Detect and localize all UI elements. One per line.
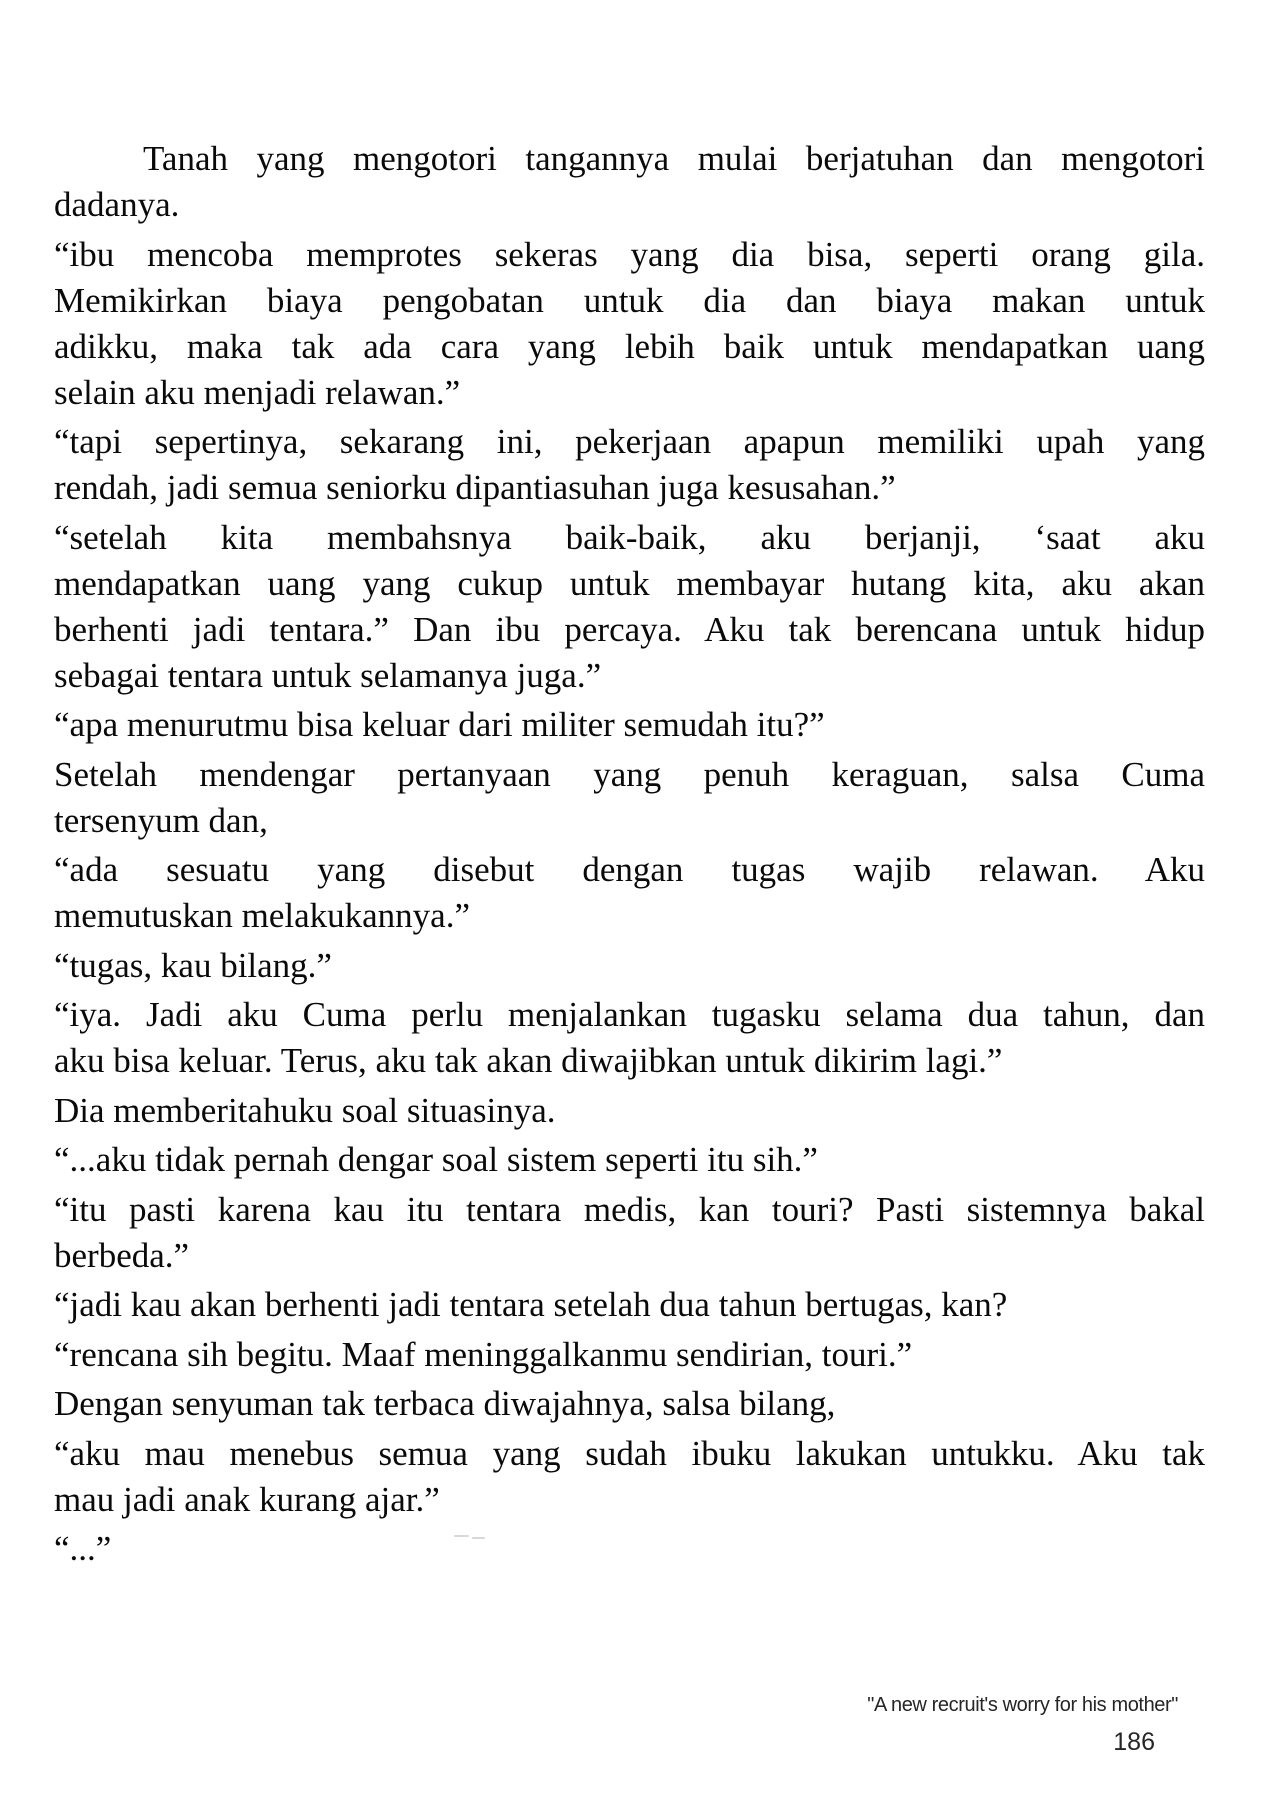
print-smudge-artifact (452, 1534, 490, 1542)
paragraph (54, 847, 1205, 939)
text-line: Setelah mendengar pertanyaan yang penuh keraguan, salsa Cuma (54, 754, 1205, 794)
text-line: tersenyum dan, (54, 800, 268, 840)
text-line: “jadi kau akan berhenti jadi tentara setelah dua tahun bertugas, kan? (54, 1285, 1008, 1324)
text-line: “ada sesuatu yang disebut dengan tugas wajib relawan. Aku (54, 850, 1205, 889)
text-line: rendah, jadi semua seniorku dipantiasuhan juga kesusahan.” (54, 468, 896, 507)
text-line: “aku mau menebus semua yang sudah ibuku lakukan untukku. Aku tak (54, 1433, 1205, 1473)
paragraph (54, 1187, 1205, 1279)
text-line: aku bisa keluar. Terus, aku tak akan diwajibkan untuk dikirim lagi.” (54, 1041, 1003, 1080)
text-line: Dengan senyuman tak terbaca diwajahnya, salsa bilang, (54, 1384, 836, 1423)
paragraph (54, 419, 1205, 511)
text-line: memutuskan melakukannya.” (54, 896, 470, 935)
paragraph (54, 1088, 1205, 1134)
paragraph (54, 1526, 1205, 1572)
text-line: berhenti jadi tentara.” Dan ibu percaya. Aku tak berencana untuk hidup (54, 609, 1205, 649)
text-line: Dia memberitahuku soal situasinya. (54, 1090, 556, 1130)
paragraph (54, 1431, 1205, 1523)
paragraph (54, 992, 1205, 1084)
text-line: dadanya. (54, 185, 180, 224)
text-body (54, 136, 1205, 1576)
paragraph (54, 1137, 1205, 1183)
footer-caption: "A new recruit's worry for his mother" (867, 1694, 1178, 1716)
paragraph (54, 702, 1205, 748)
text-line: “tapi sepertinya, sekarang ini, pekerjaan apapun memiliki upah yang (54, 422, 1205, 461)
text-line: “rencana sih begitu. Maaf meninggalkanmu sendirian, touri.” (54, 1334, 913, 1374)
paragraph (54, 1332, 1205, 1378)
paragraph (54, 943, 1205, 989)
text-line: “...” (54, 1529, 112, 1568)
page-number: 186 (1113, 1728, 1155, 1756)
text-line: “ibu mencoba memprotes sekeras yang dia bisa, seperti orang gila. (54, 234, 1205, 274)
paragraph (54, 232, 1205, 416)
paragraph (54, 1381, 1205, 1427)
text-line: “apa menurutmu bisa keluar dari militer semudah itu?” (54, 705, 825, 744)
paragraph (54, 1282, 1205, 1328)
text-line: Memikirkan biaya pengobatan untuk dia dan biaya makan untuk (54, 280, 1205, 320)
text-line: berbeda.” (54, 1235, 190, 1275)
text-line: “itu pasti karena kau itu tentara medis, kan touri? Pasti sistemnya bakal (54, 1189, 1205, 1229)
paragraph (54, 515, 1205, 699)
text-line: adikku, maka tak ada cara yang lebih baik untuk mendapatkan uang (54, 326, 1205, 366)
text-line: “tugas, kau bilang.” (54, 945, 332, 985)
paragraph (54, 752, 1205, 844)
text-line: “...aku tidak pernah dengar soal sistem seperti itu sih.” (54, 1140, 818, 1179)
paragraph (54, 136, 1205, 228)
text-line: mau jadi anak kurang ajar.” (54, 1479, 440, 1519)
text-line: “iya. Jadi aku Cuma perlu menjalankan tugasku selama dua tahun, dan (54, 995, 1205, 1034)
text-line: Tanah yang mengotori tangannya mulai berjatuhan dan mengotori (143, 139, 1205, 178)
text-line: mendapatkan uang yang cukup untuk membayar hutang kita, aku akan (54, 563, 1205, 603)
text-line: selain aku menjadi relawan.” (54, 372, 461, 412)
text-line: “setelah kita membahsnya baik-baik, aku berjanji, ‘saat aku (54, 517, 1205, 557)
text-line: sebagai tentara untuk selamanya juga.” (54, 655, 602, 695)
